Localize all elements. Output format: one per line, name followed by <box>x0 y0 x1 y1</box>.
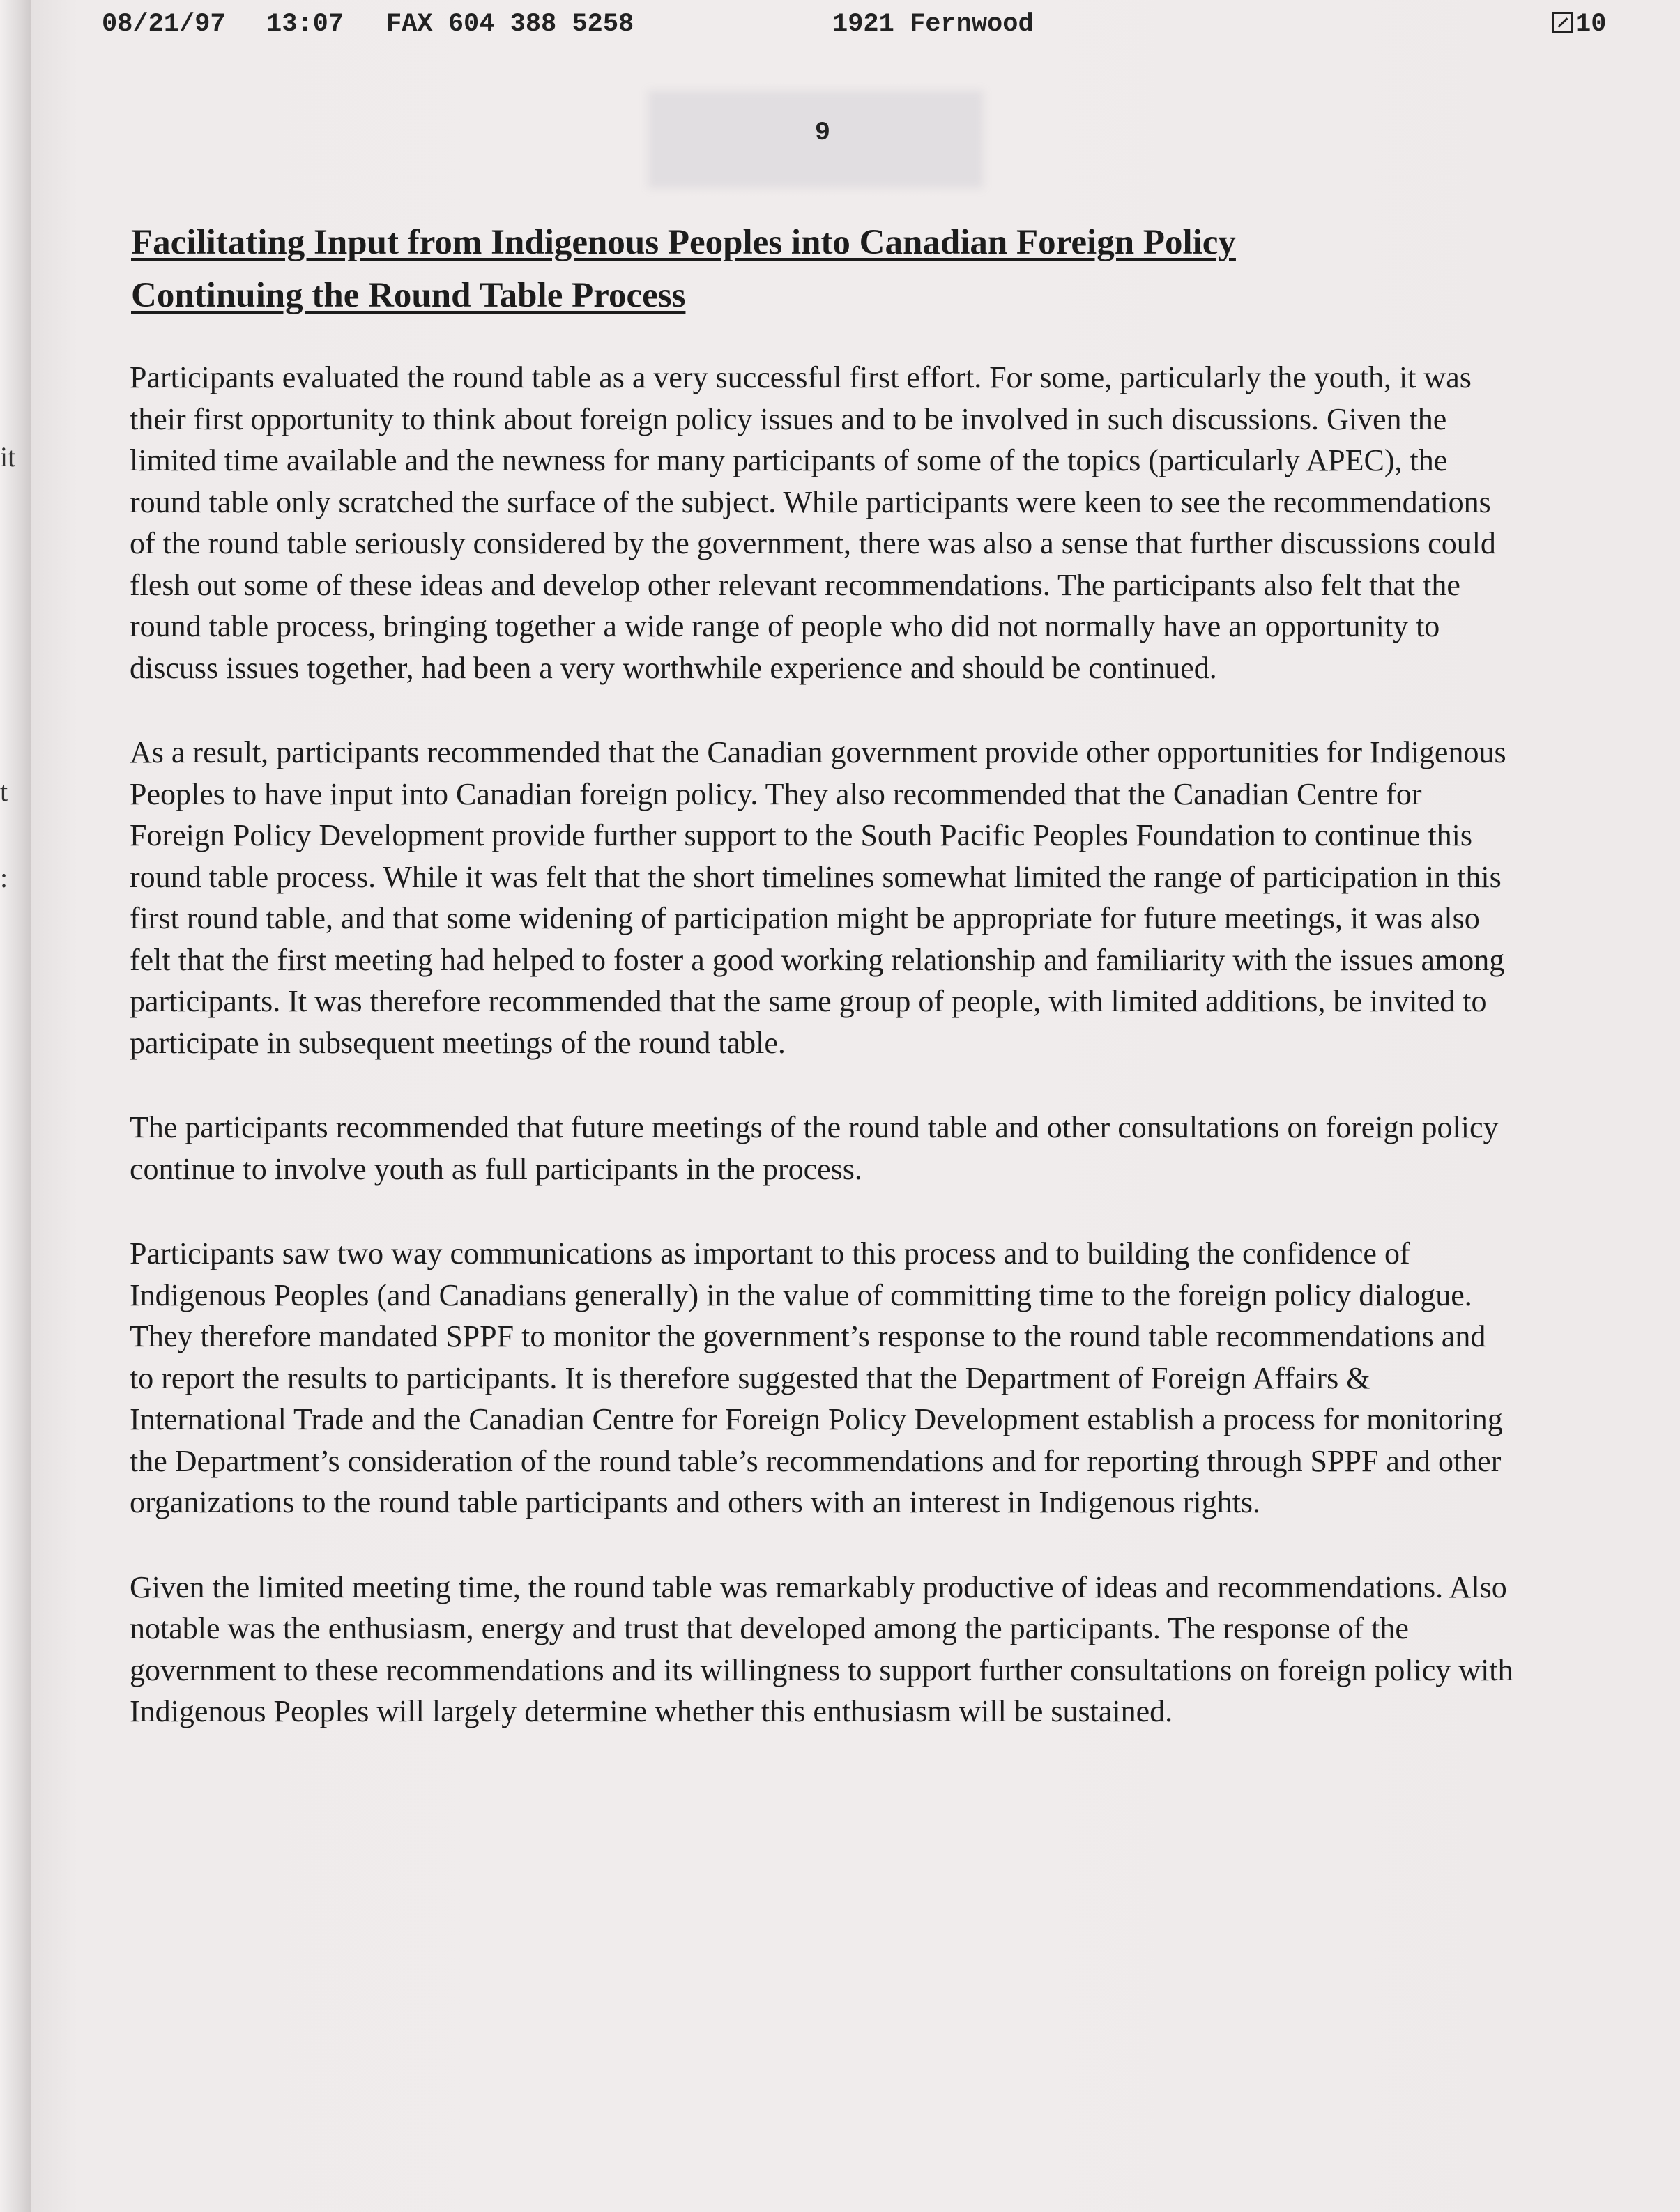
fax-number: FAX 604 388 5258 <box>386 10 634 39</box>
page-number: 9 <box>814 118 831 148</box>
fax-header <box>102 10 1621 52</box>
paragraph: As a result, participants recommended that the Canadian government provide other opportunities for Indigenous Peoples to have input into Canadian foreign policy. They also recommended that the Canadian Centre for Foreign Policy Development provide further support to the South Pacific Peoples Foundation to continue this round table process. While it was felt that the short timelines somewhat limited the range of participation in this first round table, and that some widening of participation might be appropriate for future meetings, it was also felt that the first meeting had helped to foster a good working relationship and familiarity with the issues among participants. It was therefore recommended that the same group of people, with limited additions, be invited to participate in subsequent meetings of the round table. <box>130 735 1506 1060</box>
section-title-line-1: Facilitating Input from Indigenous Peoples into Canadian Foreign Policy <box>131 223 1236 262</box>
fax-page-indicator <box>1552 10 1606 39</box>
paragraph: The participants recommended that future meetings of the round table and other consultations on foreign policy continue to involve youth as full participants in the process. <box>130 1110 1499 1186</box>
paragraph: Given the limited meeting time, the round table was remarkably productive of ideas and recommendations. Also notable was the enthusiasm, energy and trust that developed among the participants. The response of the government to these recommendations and its willingness to support further consultations on foreign policy with Indigenous Peoples will largely determine whether this enthusiasm will be sustained. <box>130 1569 1513 1728</box>
margin-fragment: it <box>0 441 16 473</box>
margin-fragment: t <box>0 776 8 807</box>
margin-fragment: : <box>0 862 8 893</box>
fax-time: 13:07 <box>266 10 344 39</box>
section-title <box>131 216 1525 322</box>
fax-location: 1921 Fernwood <box>832 10 1034 39</box>
fax-page-number: 10 <box>1575 10 1607 39</box>
body-text <box>130 357 1517 1776</box>
fax-date: 08/21/97 <box>102 10 226 39</box>
adjacent-page-edge <box>0 0 31 2212</box>
section-title-line-2: Continuing the Round Table Process <box>131 276 686 315</box>
paragraph: Participants evaluated the round table as a very successful first effort. For some, particularly the youth, it was their first opportunity to think about foreign policy issues and to be involved in such discussions. Given the limited time available and the newness for many participants of some of the topics (particularly APEC), the round table only scratched the surface of the subject. While participants were keen to see the recommendations of the round table seriously considered by the government, there was also a sense that further discussions could flesh out some of these ideas and develop other relevant recommendations. The participants also felt that the round table process, bringing together a wide range of people who did not normally have an opportunity to discuss issues together, had been a very worthwhile experience and should be continued. <box>130 360 1496 685</box>
paragraph: Participants saw two way communications as important to this process and to building the confidence of Indigenous Peoples (and Canadians generally) in the value of committing time to the foreign policy dialogue. They therefore mandated SPPF to monitor the government’s response to the round table recommendations and to report the results to participants. It is therefore suggested that the Department of Foreign Affairs & International Trade and the Canadian Centre for Foreign Policy Development establish a process for monitoring the Department’s consideration of the round table’s recommendations and for reporting through SPPF and other organizations to the round table participants and others with an interest in Indigenous rights. <box>130 1236 1503 1519</box>
fax-page-icon <box>1552 12 1573 33</box>
